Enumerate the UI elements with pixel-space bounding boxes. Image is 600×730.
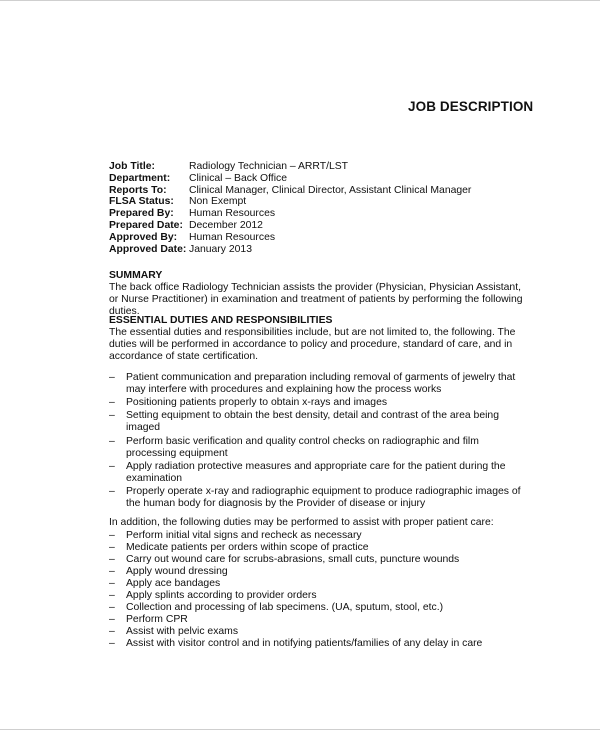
- info-label: Prepared By:: [109, 208, 174, 220]
- list-item: [109, 602, 529, 614]
- info-value: Human Resources: [189, 231, 276, 243]
- bullet-dash: –: [109, 397, 115, 409]
- info-row-approved-date: [109, 244, 471, 256]
- list-item-text: Apply splints according to provider orders: [126, 590, 317, 601]
- info-value: Human Resources: [189, 208, 276, 220]
- list-item: [109, 372, 529, 396]
- info-label: Approved By:: [109, 231, 178, 243]
- duties-list: [109, 372, 529, 511]
- bullet-dash: –: [109, 485, 115, 497]
- info-value: January 2013: [189, 243, 252, 255]
- list-item: [109, 626, 529, 638]
- list-item: [109, 566, 529, 578]
- bullet-dash: –: [109, 626, 115, 637]
- list-item: [109, 638, 529, 650]
- list-item: [109, 554, 529, 566]
- info-label: Job Title:: [109, 161, 155, 172]
- bullet-dash: –: [109, 566, 115, 577]
- info-row-approved-by: [109, 232, 471, 244]
- list-item-text: Apply radiation protective measures and appropriate care for the patient during the examination: [126, 460, 506, 484]
- bullet-dash: –: [109, 435, 115, 447]
- list-item-text: Setting equipment to obtain the best density, detail and contrast of the area being imaged: [126, 410, 499, 434]
- list-item: [109, 614, 529, 626]
- info-row-prepared-by: [109, 208, 471, 220]
- info-label: FLSA Status:: [109, 196, 174, 208]
- list-item-text: Perform CPR: [126, 614, 188, 625]
- list-item-text: Perform basic verification and quality control checks on radiographic and film processing equipment: [126, 435, 479, 459]
- bullet-dash: –: [109, 602, 115, 613]
- info-value: December 2012: [189, 219, 263, 231]
- list-item-text: Apply ace bandages: [126, 578, 221, 589]
- info-label: Approved Date:: [109, 243, 187, 255]
- list-item-text: Assist with pelvic exams: [126, 626, 239, 637]
- info-value: Clinical Manager, Clinical Director, Assistant Clinical Manager: [189, 184, 472, 196]
- duties-heading: ESSENTIAL DUTIES AND RESPONSIBILITIES: [109, 315, 333, 326]
- info-label: Reports To:: [109, 184, 167, 196]
- list-item: [109, 486, 529, 510]
- list-item-text: Assist with visitor control and in notifying patients/families of any delay in care: [126, 638, 483, 649]
- list-item: [109, 461, 529, 485]
- info-label: Department:: [109, 172, 171, 184]
- info-value: Radiology Technician – ARRT/LST: [189, 161, 349, 172]
- bullet-dash: –: [109, 530, 115, 541]
- list-item: [109, 578, 529, 590]
- list-item: [109, 530, 529, 542]
- info-label: Prepared Date:: [109, 219, 183, 231]
- list-item-text: Positioning patients properly to obtain x-rays and images: [126, 397, 388, 409]
- info-row-prepared-date: [109, 220, 471, 232]
- info-row-reports-to: [109, 185, 471, 197]
- additional-intro: In addition, the following duties may be performed to assist with proper patient care:: [109, 517, 494, 528]
- info-value: Non Exempt: [189, 196, 247, 208]
- duties-text: The essential duties and responsibilities include, but are not limited to, the following. The duties will be performed in accordance to policy and procedure, standard of care, and in accordance of state certification.: [109, 327, 516, 362]
- list-item-text: Apply wound dressing: [126, 566, 228, 577]
- bullet-dash: –: [109, 638, 115, 649]
- bullet-dash: –: [109, 542, 115, 553]
- bullet-dash: –: [109, 460, 115, 472]
- list-item-text: Perform initial vital signs and recheck as necessary: [126, 530, 362, 541]
- duties-section: [109, 315, 529, 363]
- summary-section: [109, 270, 529, 318]
- list-item-text: Carry out wound care for scrubs-abrasions, small cuts, puncture wounds: [126, 554, 460, 565]
- summary-heading: SUMMARY: [109, 270, 163, 281]
- list-item: [109, 542, 529, 554]
- document-title: JOB DESCRIPTION: [408, 99, 534, 114]
- job-info-table: [109, 161, 471, 255]
- list-item-text: Properly operate x-ray and radiographic equipment to produce radiographic images of the human body for diagnosis by the Provider of disease or injury: [126, 485, 521, 509]
- bullet-dash: –: [109, 578, 115, 589]
- list-item-text: Patient communication and preparation including removal of garments of jewelry that may interfere with procedures and explaining how the process works: [126, 372, 516, 395]
- info-row-flsa-status: [109, 196, 471, 208]
- bullet-dash: –: [109, 554, 115, 565]
- additional-duties-section: [109, 517, 529, 529]
- list-item: [109, 397, 529, 409]
- list-item: [109, 410, 529, 434]
- list-item-text: Medicate patients per orders within scope of practice: [126, 542, 369, 553]
- list-item: [109, 436, 529, 460]
- list-item: [109, 590, 529, 602]
- info-value: Clinical – Back Office: [189, 172, 287, 184]
- list-item-text: Collection and processing of lab specimens. (UA, sputum, stool, etc.): [126, 602, 444, 613]
- bullet-dash: –: [109, 410, 115, 422]
- info-row-job-title: [109, 161, 471, 173]
- info-row-department: [109, 173, 471, 185]
- bullet-dash: –: [109, 590, 115, 601]
- summary-text: The back office Radiology Technician assists the provider (Physician, Physician Assistant, or Nurse Practitioner) in examination and treatment of patients by performing the following duties.: [109, 282, 523, 317]
- additional-duties-list: [109, 530, 529, 650]
- bullet-dash: –: [109, 614, 115, 625]
- bullet-dash: –: [109, 372, 115, 383]
